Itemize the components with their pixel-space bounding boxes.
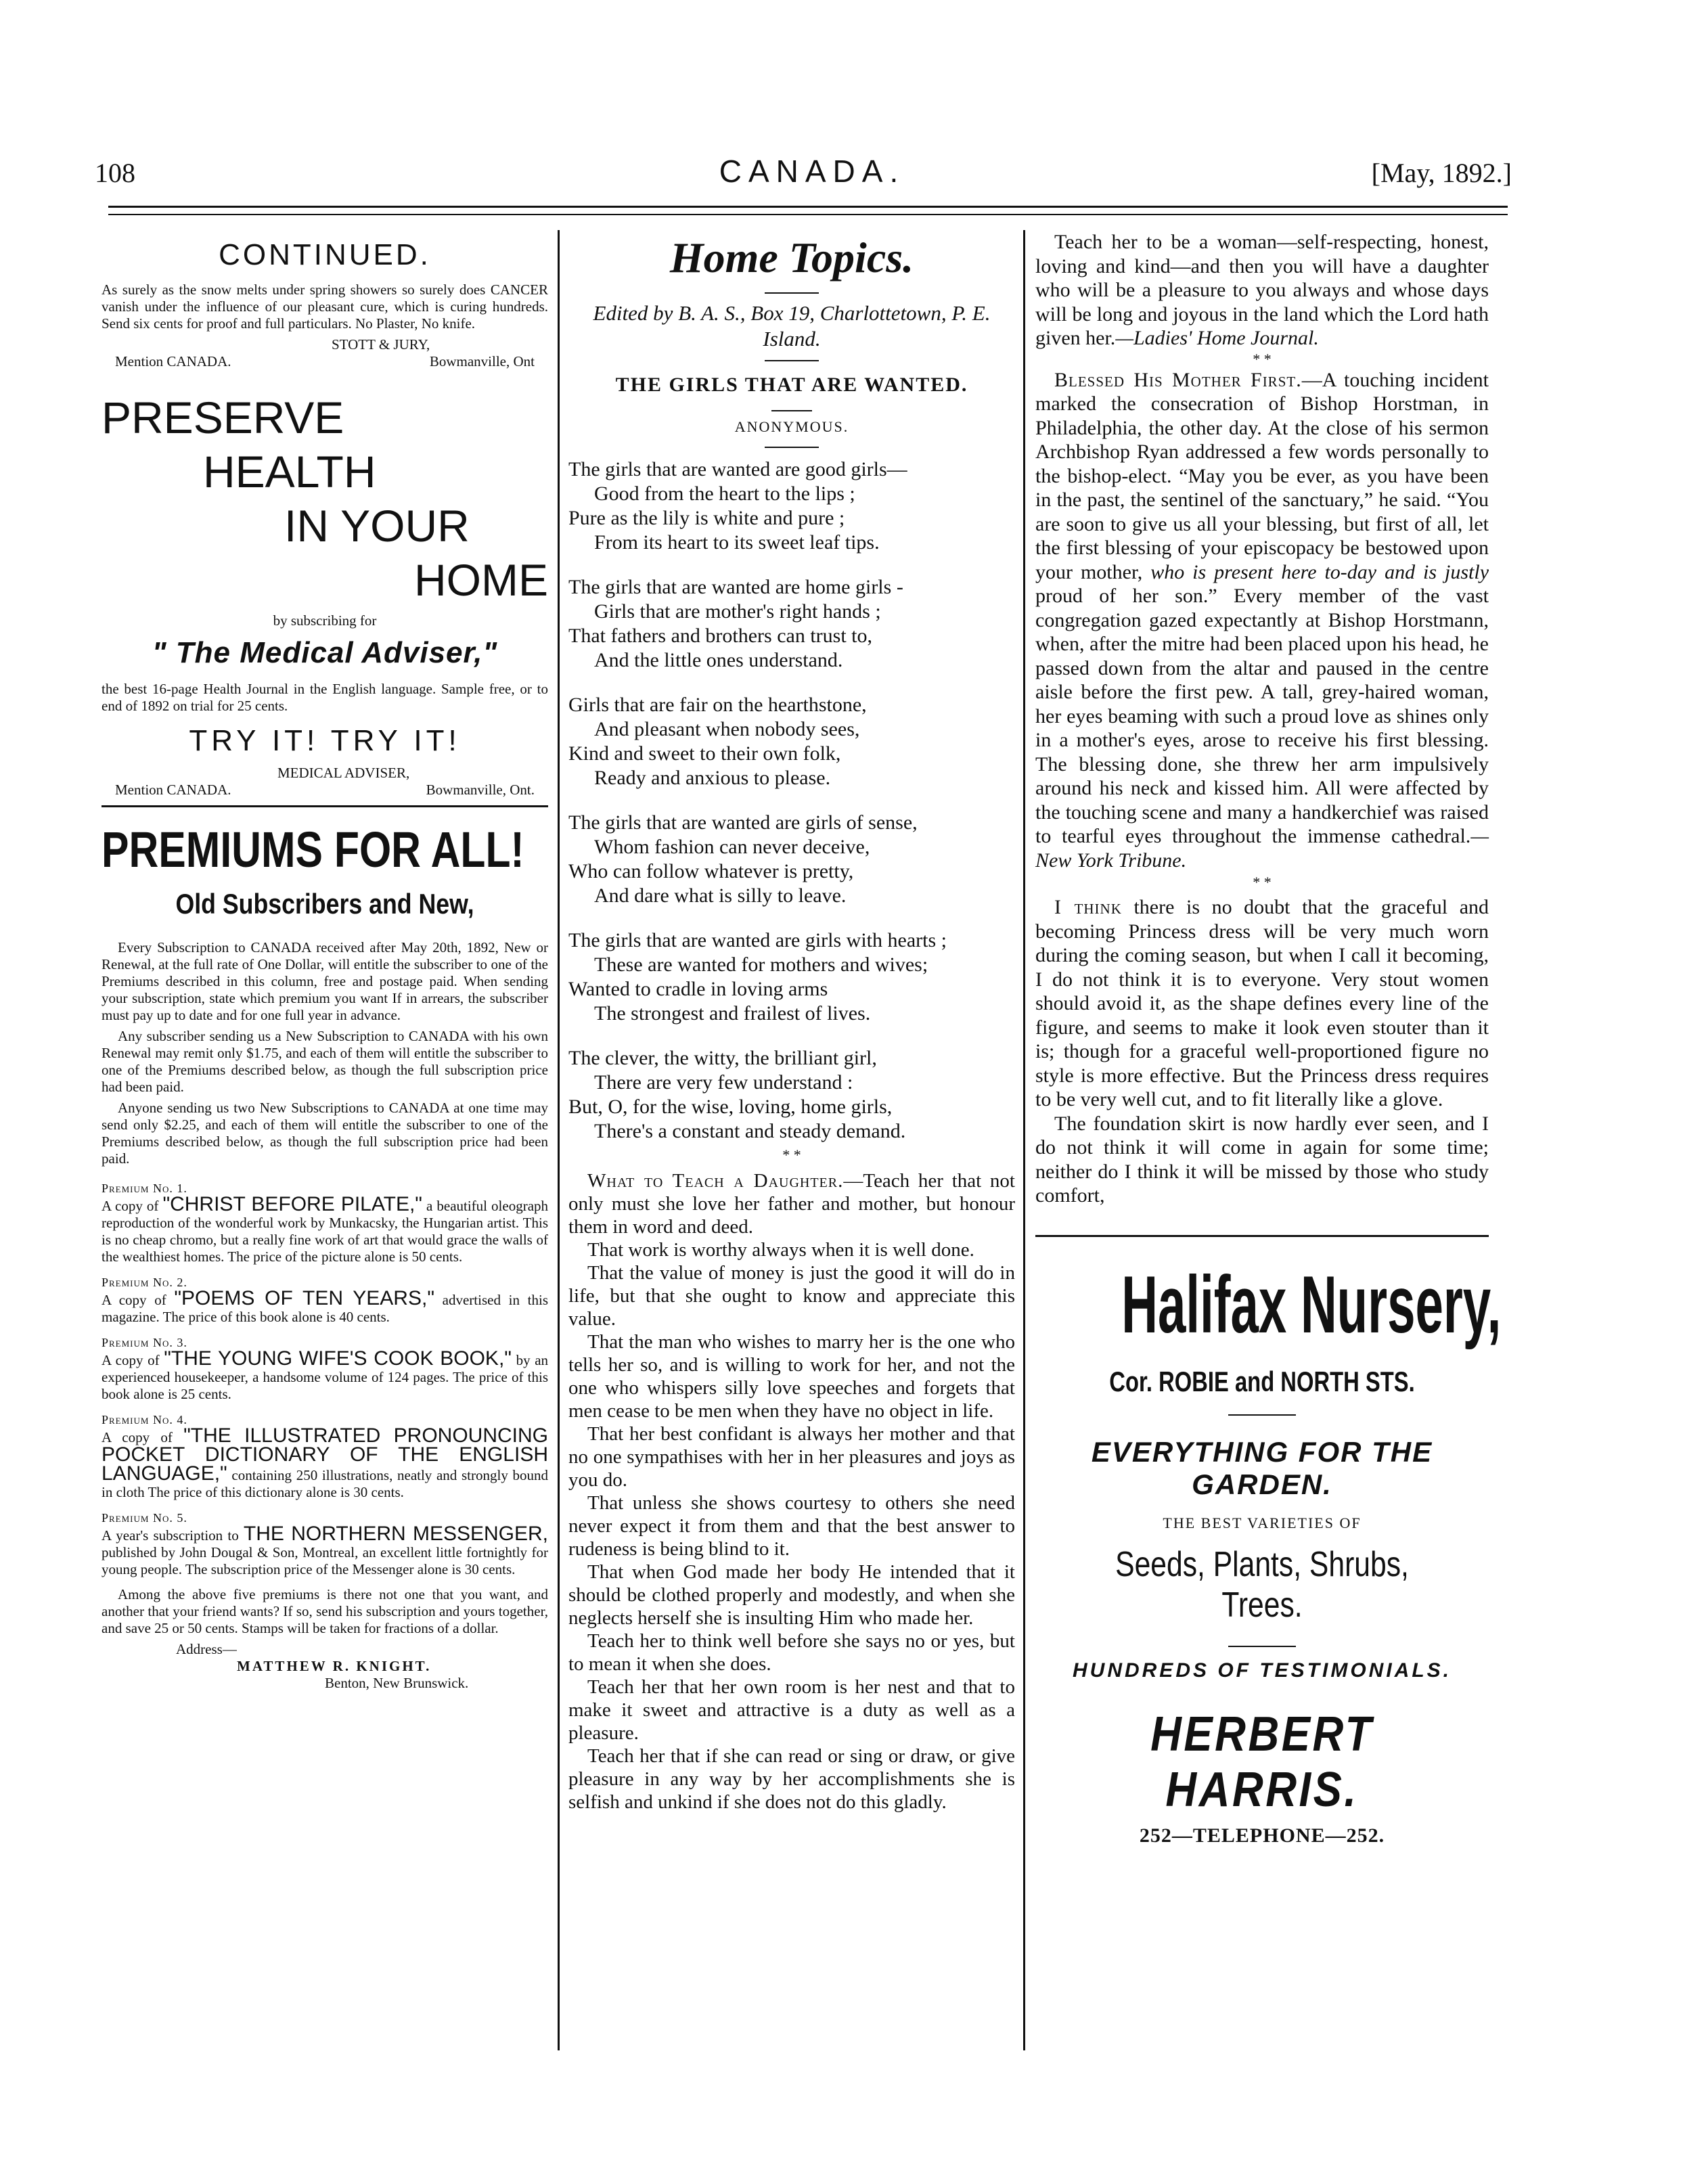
premium-item bbox=[102, 1412, 548, 1501]
poem-author: ANONYMOUS. bbox=[734, 418, 849, 435]
premiums-paragraph-2: Any subscriber sending us a New Subscription to CANADA with his own Renewal may remit only $1.75, and each of them will entitle the subscriber to one of the Premiums described below, as though the full subscription price had been paid. bbox=[102, 1028, 548, 1095]
medical-adviser-title: " The Medical Adviser," bbox=[152, 636, 498, 669]
home-topics-title: Home Topics. bbox=[669, 233, 914, 282]
address-town: Benton, New Brunswick. bbox=[325, 1675, 469, 1691]
poem-line: Good from the heart to the lips ; bbox=[594, 482, 855, 505]
premium-description: advertised in this magazine. The price of this book alone is 40 cents. bbox=[102, 1292, 548, 1325]
nursery-owner: HERBERT HARRIS. bbox=[1150, 1707, 1374, 1817]
poem-author-rule bbox=[765, 447, 819, 448]
poem-line: But, O, for the wise, loving, home girls, bbox=[568, 1096, 893, 1118]
premium-lead: A copy of bbox=[102, 1352, 160, 1368]
nursery-items: Seeds, Plants, Shrubs, Trees. bbox=[1115, 1544, 1409, 1625]
medical-adviser-footer bbox=[102, 782, 548, 799]
poem-line: The strongest and frailest of lives. bbox=[594, 1002, 871, 1025]
poem-stanza bbox=[568, 1046, 1015, 1144]
masthead-title: CANADA. bbox=[719, 154, 905, 189]
premium-label: Premium No. 4. bbox=[102, 1413, 187, 1426]
continued-heading: CONTINUED. bbox=[219, 238, 431, 271]
poem-line: Who can follow whatever is pretty, bbox=[568, 860, 854, 882]
poem-line: Whom fashion can never deceive, bbox=[594, 836, 870, 858]
poem-line: The girls that are wanted are girls of sense, bbox=[568, 811, 918, 834]
teach-paragraph: Teach her that her own room is her nest and that to make it sweet and attractive is a duty as well as a pleasure. bbox=[568, 1676, 1015, 1744]
column-divider-right bbox=[1023, 230, 1025, 2050]
premium-lead: A copy of bbox=[102, 1429, 173, 1445]
premium-description: containing 250 illustrations, neatly and strongly bound in cloth The price of this dictionary alone is 30 cents. bbox=[102, 1467, 549, 1500]
preserve-line-2: HEALTH bbox=[203, 447, 376, 497]
teach-paragraph: That when God made her body He intended that it should be clothed properly and modestly, and when she neglects herself she is insulting Him who made her. bbox=[568, 1561, 1015, 1629]
try-it-line: TRY IT! TRY IT! bbox=[189, 724, 461, 757]
blessed-heading: Blessed His Mother First. bbox=[1054, 368, 1302, 391]
premiums-intro bbox=[102, 939, 548, 1167]
right-column bbox=[1035, 230, 1502, 1847]
teach-paragraph bbox=[568, 1169, 1015, 1238]
blessed-text-continued: proud of her son.” Every member of the vast congregation gazed expectantly at Bishop Horstmann, when, after the mitre had been placed upon his head, he passed down from the altar and paused in the centre aisle before the first pew. A tall, grey-haired woman, her eyes beaming with such a proud love as shines only in a mother's eyes, arose to receive his first blessing. The blessing done, she threw her arm impulsively around his neck and kissed him. All were affected by the touching scene and many a handkerchief was raised to tearful eyes throughout the immense cathedral. bbox=[1035, 585, 1489, 847]
nursery-tagline: EVERYTHING FOR THE GARDEN. bbox=[1091, 1435, 1433, 1500]
princess-lead: I think bbox=[1054, 896, 1122, 918]
premiums-closing-text: Among the above five premiums is there not one that you want, and another that your friend wants? If so, send his subscription and yours together, and save 25 or 50 cents. Stamps will be taken for fractions of a dollar. bbox=[102, 1586, 548, 1636]
premium-lead: A copy of bbox=[102, 1198, 159, 1214]
halifax-nursery-ad bbox=[1035, 1259, 1502, 1847]
teach-heading: What to Teach a Daughter. bbox=[587, 1170, 844, 1192]
poem-line: The girls that are wanted are good girls— bbox=[568, 458, 907, 480]
premium-item bbox=[102, 1181, 548, 1265]
poem-line: Ready and anxious to please. bbox=[594, 767, 831, 789]
teach-paragraph: Teach her to think well before she says no or yes, but to mean it when she does. bbox=[568, 1630, 1015, 1675]
asterism: * * bbox=[1253, 350, 1272, 367]
preserve-line-1: PRESERVE bbox=[102, 392, 344, 443]
poem-title-rule bbox=[771, 410, 812, 411]
teach-paragraph: That work is worthy always when it is well done. bbox=[587, 1239, 974, 1261]
blessed-source: —New York Tribune. bbox=[1035, 825, 1489, 872]
medical-adviser-text: the best 16-page Health Journal in the English language. Sample free, or to end of 1892 on trial for 25 cents. bbox=[102, 681, 548, 714]
poem-line: These are wanted for mothers and wives; bbox=[594, 953, 928, 976]
poem-line: The clever, the witty, the brilliant girl, bbox=[568, 1047, 877, 1069]
premium-lead: A copy of bbox=[102, 1292, 166, 1308]
nursery-testimonials: HUNDREDS OF TESTIMONIALS. bbox=[1072, 1659, 1452, 1682]
ad-top-rule bbox=[1035, 1235, 1489, 1237]
poem-line: And pleasant when nobody sees, bbox=[594, 718, 860, 740]
nursery-corner: Cor. ROBIE and NORTH STS. bbox=[1109, 1365, 1415, 1397]
address-label: Address— bbox=[176, 1641, 237, 1657]
premium-description: published by John Dougal & Son, Montreal, an excellent little fortnightly for young people. The subscription price of the Messenger alone is 30 cents. bbox=[102, 1544, 548, 1577]
preserve-line-3: IN YOUR bbox=[284, 501, 470, 551]
premium-item bbox=[102, 1510, 548, 1578]
column-divider-left bbox=[558, 230, 560, 2050]
poem-line: That fathers and brothers can trust to, bbox=[568, 625, 873, 647]
premium-description: by an experienced housekeeper, a handsome volume of 124 pages. The price of this book alone is 25 cents. bbox=[102, 1352, 549, 1402]
middle-column bbox=[568, 230, 1015, 1814]
page-number: 108 bbox=[95, 158, 135, 188]
editor-rule bbox=[765, 360, 819, 361]
teach-paragraph: That her best confidant is always her mother and that no one sympathises with her in her pleasures and joys as you do. bbox=[568, 1423, 1015, 1491]
premium-list bbox=[102, 1181, 548, 1578]
nursery-name: Halifax Nursery, bbox=[1121, 1259, 1502, 1350]
preserve-health-ad bbox=[102, 390, 548, 607]
premium-title: "THE YOUNG WIFE'S COOK BOOK," bbox=[164, 1347, 512, 1370]
poem-stanza bbox=[568, 811, 1015, 908]
poem-stanza bbox=[568, 457, 1015, 555]
nursery-rule bbox=[1228, 1414, 1296, 1416]
premium-label: Premium No. 2. bbox=[102, 1276, 187, 1289]
poem-line: Girls that are fair on the hearthstone, bbox=[568, 694, 867, 716]
cancer-ad-advertiser: STOTT & JURY, bbox=[332, 336, 430, 353]
premiums-subheading: Old Subscribers and New, bbox=[175, 888, 474, 920]
header-rule-bottom bbox=[108, 214, 1508, 215]
poem-line: The girls that are wanted are girls with hearts ; bbox=[568, 929, 947, 951]
cancer-ad-mention: Mention CANADA. bbox=[115, 353, 231, 369]
poem-line: The girls that are wanted are home girls - bbox=[568, 576, 903, 598]
blessed-italic: who is present here to-day and is justly bbox=[1150, 560, 1489, 583]
premium-description: a beautiful oleograph reproduction of the wonderful work by Munkacsky, the Hungarian artist. This is no cheap chromo, but a really fine work of art that would grace the walls of the wealthiest homes. The price of the picture alone is 50 cents. bbox=[102, 1198, 549, 1265]
premium-label: Premium No. 3. bbox=[102, 1336, 187, 1349]
teach-paragraph: Teach her that if she can read or sing or draw, or give pleasure in any way by her accomplishments she is selfish and unkind if she does not do this gladly. bbox=[568, 1745, 1015, 1813]
foundation-skirt-paragraph: The foundation skirt is now hardly ever seen, and I do not think it will come in again for some time; neither do I think it will be missed by those who study comfort, bbox=[1035, 1112, 1489, 1207]
cancer-ad-text: As surely as the snow melts under spring showers so surely does CANCER vanish under the influence of our pleasant cure, which is curing hundreds. Send six cents for proof and full particulars. No Plaster, No knife. bbox=[102, 282, 548, 332]
teach-paragraph: That the man who wishes to marry her is the one who tells her so, and is willing to work for her, and not the one who whispers silly love speeches and forgets that men cease to be men when they have no object in life. bbox=[568, 1331, 1015, 1422]
teach-conclusion-text: Teach her to be a woman—self-respecting, honest, loving and kind—and then you will have a daughter who will be a pleasure to you always and whose days will be long and joyous in the land which the Lord hath given her. bbox=[1035, 231, 1489, 349]
poem-line: Girls that are mother's right hands ; bbox=[594, 600, 881, 623]
poem-line: There's a constant and steady demand. bbox=[594, 1120, 906, 1142]
poem-stanza bbox=[568, 693, 1015, 790]
title-rule bbox=[765, 292, 819, 294]
poem-stanza bbox=[568, 928, 1015, 1026]
poem-line: Kind and sweet to their own folk, bbox=[568, 742, 841, 765]
poem-line: There are very few understand : bbox=[594, 1071, 853, 1094]
premium-item bbox=[102, 1335, 548, 1403]
princess-dress-paragraph bbox=[1035, 895, 1489, 1112]
ad-separator bbox=[102, 805, 548, 807]
teach-conclusion-source: —Ladies' Home Journal. bbox=[1115, 327, 1319, 349]
asterism: * * bbox=[1253, 874, 1272, 891]
premium-label: Premium No. 5. bbox=[102, 1511, 187, 1525]
medical-adviser-advertiser: MEDICAL ADVISER, bbox=[277, 765, 410, 781]
premiums-heading: PREMIUMS FOR ALL! bbox=[102, 822, 524, 878]
poem-body bbox=[568, 457, 1015, 1144]
preserve-line-4: HOME bbox=[414, 555, 548, 605]
cancer-ad-town: Bowmanville, Ont bbox=[429, 353, 535, 369]
premium-title: THE NORTHERN MESSENGER, bbox=[243, 1523, 548, 1545]
preserve-by: by subscribing for bbox=[273, 612, 377, 629]
poem-stanza bbox=[568, 575, 1015, 673]
header-rule-top bbox=[108, 206, 1508, 208]
teach-conclusion bbox=[1035, 230, 1489, 351]
blessed-paragraph bbox=[1035, 368, 1489, 873]
poem-line: From its heart to its sweet leaf tips. bbox=[594, 531, 880, 554]
medical-adviser-mention: Mention CANADA. bbox=[115, 782, 231, 798]
poem-line: And dare what is silly to leave. bbox=[594, 884, 847, 907]
address-name: MATTHEW R. KNIGHT. bbox=[237, 1658, 432, 1674]
medical-adviser-town: Bowmanville, Ont. bbox=[426, 782, 535, 798]
left-column bbox=[102, 230, 548, 1692]
nursery-phone: 252—TELEPHONE—252. bbox=[1139, 1824, 1385, 1847]
poem-line: Pure as the lily is white and pure ; bbox=[568, 507, 845, 529]
princess-text: there is no doubt that the graceful and becoming Princess dress will be very much worn during the coming season, but when I call it becoming, I do not think it is to everyone. Very stout women should avoid it, as the shape defines every line of the figure, and seems to make it look even stouter than it is; though for a graceful well-proportioned figure no style is more effective. But the Princess dress requires to be very well cut, and to fit literally like a glove. bbox=[1035, 896, 1489, 1110]
premiums-paragraph-1: Every Subscription to CANADA received after May 20th, 1892, New or Renewal, at the full rate of One Dollar, will entitle the subscriber to one of the Premiums described in this column, free and postage paid. When sending your subscription, state which premium you want If in arrears, the subscriber must pay up to date and for one full year in advance. bbox=[102, 939, 548, 1023]
issue-date: [May, 1892.] bbox=[1371, 158, 1512, 188]
cancer-ad-footer bbox=[102, 353, 548, 370]
teach-paragraph: That the value of money is just the good it will do in life, but that she ought to know and appreciate this value. bbox=[568, 1262, 1015, 1330]
asterism: * * bbox=[782, 1146, 801, 1163]
premium-lead: A year's subscription to bbox=[102, 1527, 239, 1544]
premiums-paragraph-3: Anyone sending us two New Subscriptions to CANADA at one time may send only $2.25, and each of them will entitle the subscriber to one of the Premiums described below, as though the full subscription price had been paid. bbox=[102, 1100, 548, 1167]
premium-title: "THE ILLUSTRATED PRONOUNCING POCKET DICTIONARY OF THE ENGLISH LANGUAGE," bbox=[102, 1424, 549, 1485]
premium-title: "POEMS OF TEN YEARS," bbox=[174, 1287, 434, 1309]
poem-line: And the little ones understand. bbox=[594, 649, 843, 671]
teach-paragraph: That unless she shows courtesy to others she need never expect it from them and that the best answer to rudeness is being blind to it. bbox=[568, 1492, 1015, 1560]
nursery-rule-2 bbox=[1228, 1646, 1296, 1647]
premium-item bbox=[102, 1275, 548, 1326]
poem-line: Wanted to cradle in loving arms bbox=[568, 978, 828, 1000]
premium-label: Premium No. 1. bbox=[102, 1182, 187, 1195]
premiums-closing bbox=[102, 1586, 548, 1637]
nursery-best: THE BEST VARIETIES OF bbox=[1163, 1514, 1362, 1531]
poem-title: THE GIRLS THAT ARE WANTED. bbox=[615, 374, 968, 396]
premium-title: "CHRIST BEFORE PILATE," bbox=[162, 1193, 422, 1215]
blessed-text: —A touching incident marked the consecration of Bishop Horstman, in Philadelphia, the other day. At the close of his sermon Archbishop Ryan addressed a few words personally to the bishop-elect. “May you be ever, as you have been in the past, the sentinel of the sanctuary,” he said. “You are soon to give us all your blessing, but first of all, let the first blessing of your episcopacy be bestowed upon your mother, bbox=[1035, 368, 1489, 583]
teach-text: —Teach her that not only must she love her father and mother, but honour them in word and deed. bbox=[568, 1170, 1015, 1238]
editor-credit: Edited by B. A. S., Box 19, Charlottetown, P. E. Island. bbox=[593, 301, 991, 351]
